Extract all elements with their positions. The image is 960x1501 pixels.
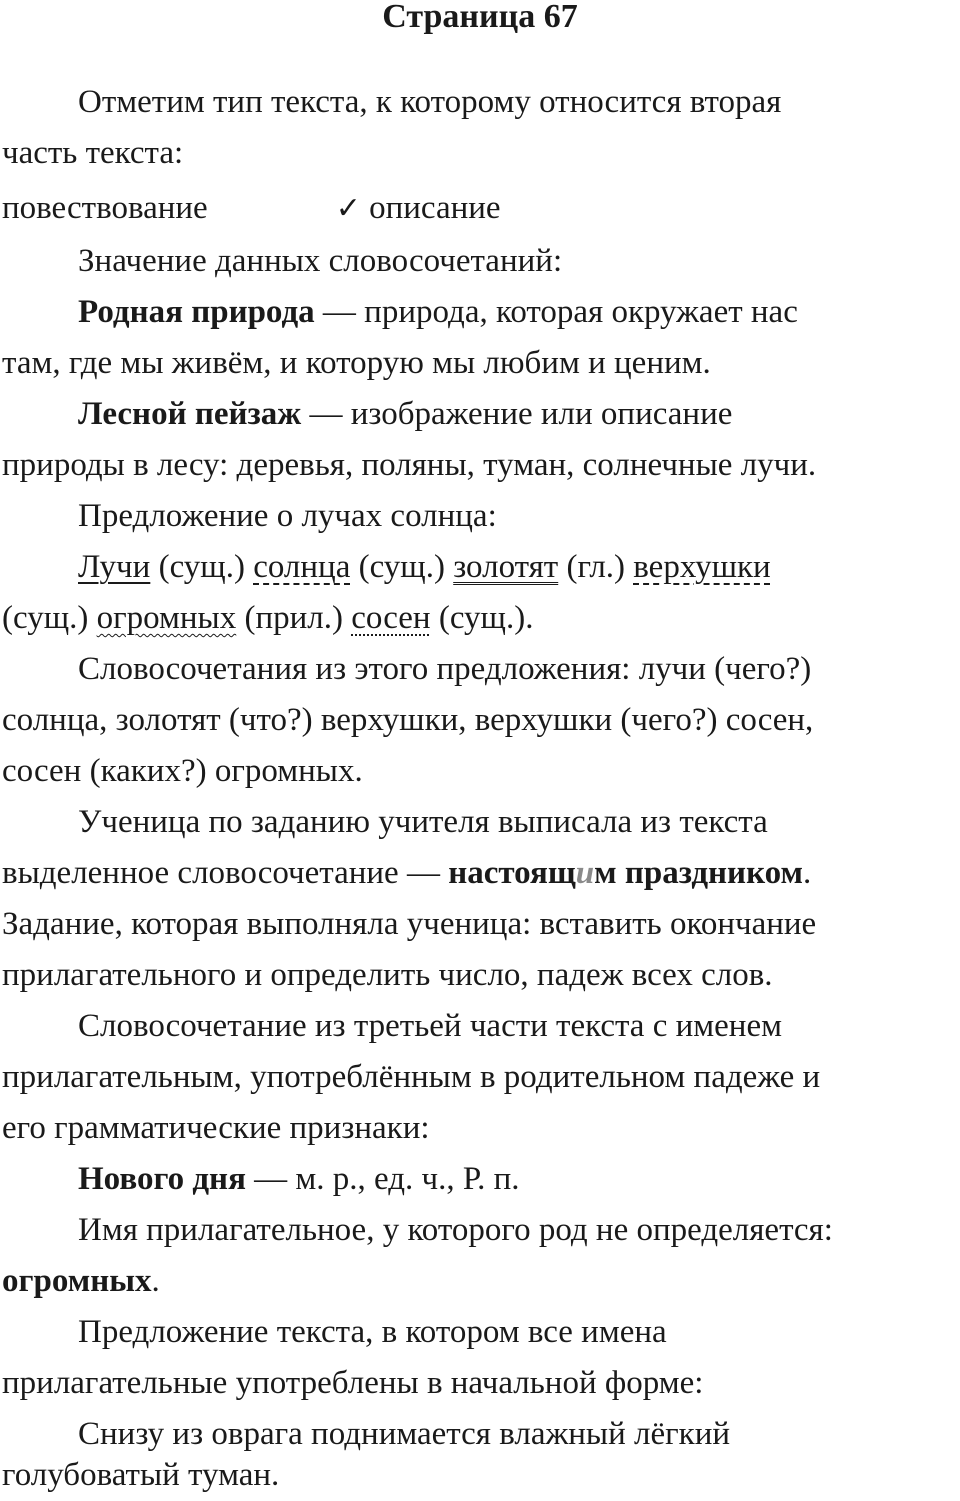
definition-line: [2, 287, 960, 338]
text: выделенное словосочетание —: [2, 855, 449, 891]
term-bold: Лесной пейзаж: [78, 396, 302, 432]
pos-label: (прил.): [236, 600, 352, 636]
option-narration: повествование: [2, 190, 208, 226]
definition-line: [2, 1154, 960, 1205]
checkmark-icon: ✓: [335, 191, 361, 226]
highlighted-phrase-b: м праздником: [594, 855, 804, 891]
definition-text: — изображение или описание: [301, 396, 733, 432]
paragraph-line: Словосочетание из третьей части текста с именем: [78, 1008, 782, 1044]
highlighted-phrase-a: настоящ: [448, 855, 576, 891]
paragraph-line: солнца, золотят (что?) верхушки, верхушки (чего?) сосен,: [2, 702, 814, 738]
definition-text: — природа, которая окружает нас: [314, 294, 798, 330]
pos-label: (сущ.): [150, 549, 254, 585]
pos-label: (гл.): [558, 549, 634, 585]
complement-word: солнца: [253, 549, 351, 585]
paragraph-line: там, где мы живём, и которую мы любим и ценим.: [2, 345, 711, 381]
parsed-sentence-line: [2, 593, 954, 644]
paragraph-line: сосен (каких?) огромных.: [2, 753, 363, 789]
complement-word: сосен: [351, 600, 431, 636]
predicate-word: золотят: [453, 549, 559, 585]
paragraph-line: Задание, которая выполняла ученица: вставить окончание: [2, 906, 817, 942]
definition-line: [2, 389, 960, 440]
term-bold: Родная природа: [78, 294, 315, 330]
inserted-ending: и: [575, 855, 595, 891]
option-description: описание: [369, 190, 501, 226]
paragraph-line: Словосочетания из этого предложения: лучи (чего?): [78, 651, 812, 687]
paragraph-line: голубоватый туман.: [2, 1457, 280, 1493]
text-type-options: [2, 183, 954, 234]
paragraph-line: прилагательные употреблены в начальной форме:: [2, 1365, 704, 1401]
paragraph-line: Ученица по заданию учителя выписала из текста: [78, 804, 768, 840]
paragraph-line: Снизу из оврага поднимается влажный лёгкий: [78, 1416, 731, 1452]
paragraph-line: Имя прилагательное, у которого род не определяется:: [78, 1212, 833, 1248]
paragraph-line: прилагательного и определить число, падеж всех слов.: [2, 957, 773, 993]
paragraph-line: Отметим тип текста, к которому относится вторая: [78, 84, 782, 120]
answer-bold: огромных: [2, 1263, 152, 1299]
paragraph-line: [2, 848, 954, 899]
grammar-features: — м. р., ед. ч., Р. п.: [245, 1161, 520, 1197]
pos-label: (сущ.).: [430, 600, 534, 636]
attribute-word: огромных: [96, 600, 237, 636]
text: .: [151, 1263, 160, 1299]
paragraph-line: его грамматические признаки:: [2, 1110, 430, 1146]
subject-word: Лучи: [78, 549, 151, 585]
text: .: [803, 855, 812, 891]
term-bold: Нового дня: [78, 1161, 246, 1197]
paragraph-line: Значение данных словосочетаний:: [78, 243, 563, 279]
parsed-sentence-line: [2, 542, 960, 593]
paragraph-line: природы в лесу: деревья, поляны, туман, солнечные лучи.: [2, 447, 817, 483]
object-word: верхушки: [633, 549, 771, 585]
paragraph-line: Предложение текста, в котором все имена: [78, 1314, 667, 1350]
paragraph-line: [2, 1256, 954, 1307]
pos-label: (сущ.): [350, 549, 454, 585]
paragraph-line: Предложение о лучах солнца:: [78, 498, 497, 534]
paragraph-line: часть текста:: [2, 135, 184, 171]
paragraph-line: прилагательным, употреблённым в родительном падеже и: [2, 1059, 821, 1095]
pos-label: (сущ.): [2, 600, 97, 636]
page-title: Страница 67: [382, 0, 578, 35]
